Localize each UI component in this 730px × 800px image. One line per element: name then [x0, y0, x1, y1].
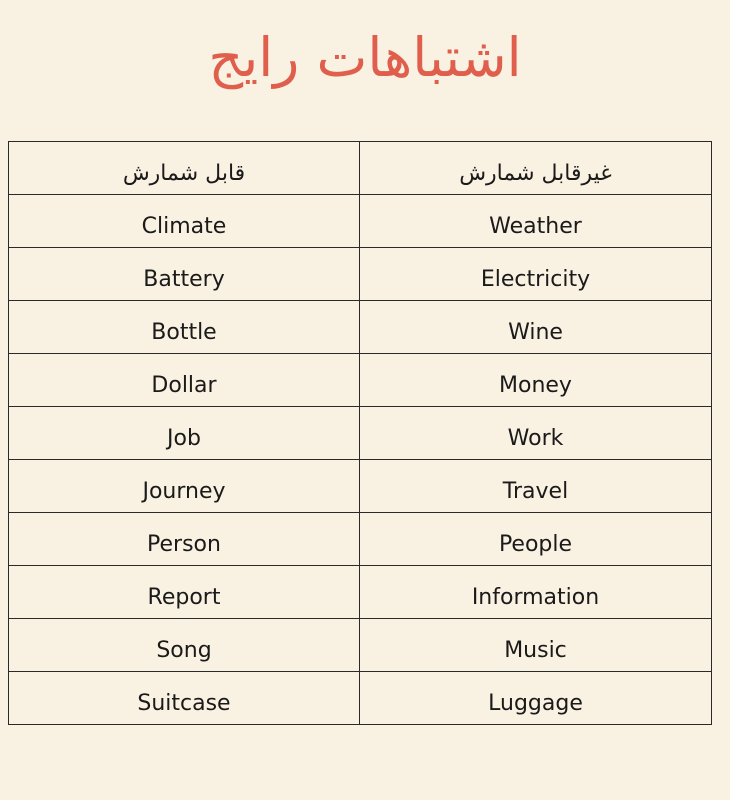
table-row [9, 354, 712, 407]
table-row [9, 566, 712, 619]
uncountable-word: Wine [360, 301, 712, 354]
table-header-row [9, 142, 712, 195]
table-row [9, 619, 712, 672]
countable-word: Person [9, 513, 360, 566]
uncountable-word: Weather [360, 195, 712, 248]
uncountable-word: Music [360, 619, 712, 672]
countable-word: Dollar [9, 354, 360, 407]
countable-word: Bottle [9, 301, 360, 354]
table-row [9, 513, 712, 566]
uncountable-word: Travel [360, 460, 712, 513]
table-row [9, 407, 712, 460]
header-countable: قابل شمارش [9, 142, 360, 195]
table-row [9, 301, 712, 354]
table-row [9, 248, 712, 301]
countable-word: Job [9, 407, 360, 460]
table-row [9, 195, 712, 248]
table-row [9, 460, 712, 513]
countable-word: Song [9, 619, 360, 672]
uncountable-word: People [360, 513, 712, 566]
countable-uncountable-table [8, 141, 712, 725]
uncountable-word: Information [360, 566, 712, 619]
uncountable-word: Luggage [360, 672, 712, 725]
uncountable-word: Electricity [360, 248, 712, 301]
uncountable-word: Work [360, 407, 712, 460]
header-uncountable: غیرقابل شمارش [360, 142, 712, 195]
countable-word: Battery [9, 248, 360, 301]
countable-word: Journey [9, 460, 360, 513]
uncountable-word: Money [360, 354, 712, 407]
countable-word: Suitcase [9, 672, 360, 725]
countable-word: Report [9, 566, 360, 619]
table-row [9, 672, 712, 725]
page-title: اشتباهات رایج [208, 26, 522, 89]
countable-word: Climate [9, 195, 360, 248]
